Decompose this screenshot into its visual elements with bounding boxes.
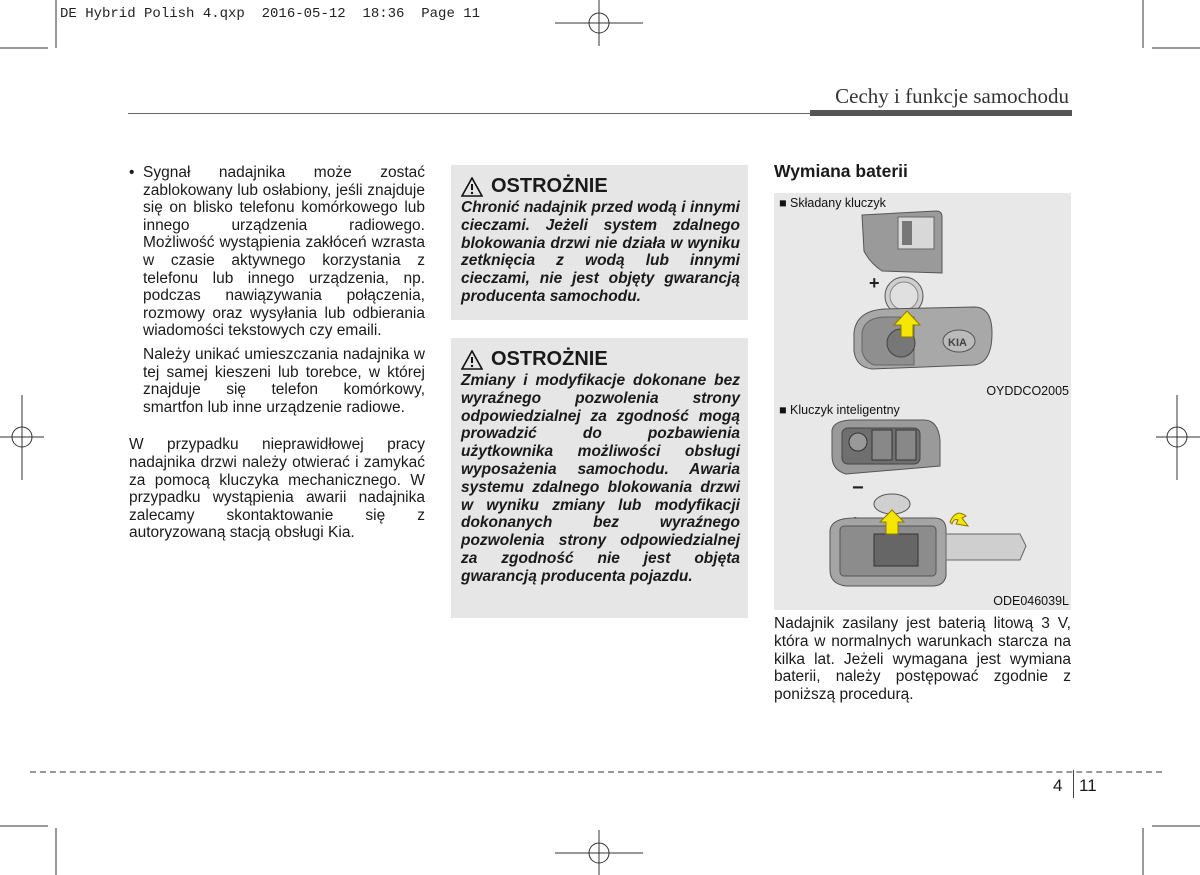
caution-title-text: OSTROŻNIE (491, 175, 608, 197)
caution-text: Zmiany i modyfikacje dokonane bez wyraźnego pozwolenia strony odpowiedzialnej za zgodność mogą prowadzić do pozbawienia użytkownika możliwości obsługi wyposażenia samochodu. Awaria systemu zdalnego blokowania drzwi w wyniku zmiany lub modyfikacji dokonanych bez wyraźnego pozwolenia strony odpowiedzialnej za zgodność nie jest objęta gwarancją producenta pojazdu. (461, 372, 740, 585)
left-column (129, 164, 425, 542)
section-title: Wymiana baterii (774, 161, 908, 181)
chapter-number: 4 (1053, 776, 1063, 795)
figure-label: ■ Kluczyk inteligentny (779, 403, 900, 417)
folding-key-illustration (774, 193, 1071, 400)
figure-smart-key (774, 400, 1071, 610)
page-number: 11 (1079, 776, 1097, 795)
bullet-dot: • (129, 164, 135, 181)
figure-label: ■ Składany kluczyk (779, 196, 886, 210)
footer-rule (30, 771, 1162, 773)
bullet-followup: Należy unikać umieszczania nadajnika w tej samej kieszeni lub torebce, w której znajduje się telefon komórkowy, smartfon lub inne urządzenie radiowe. (143, 345, 425, 416)
page-number-separator (1073, 770, 1074, 798)
warning-icon (461, 350, 483, 370)
smart-key-illustration (774, 400, 1071, 610)
svg-text:+: + (869, 273, 880, 293)
print-slug: DE Hybrid Polish 4.qxp 2016-05-12 18:36 Page 11 (60, 6, 481, 22)
caution-text: Chronić nadajnik przed wodą i innymi cieczami. Jeżeli system zdalnego blokowania drzwi nie działa w wyniku zetknięcia z wodą lub innymi cieczami, nie jest objęty gwarancją producenta samochodu. (461, 199, 740, 305)
caution-title (461, 348, 608, 371)
header-rule-accent (810, 110, 1072, 116)
figure-code: OYDDCO2005 (986, 384, 1069, 398)
svg-text:KIA: KIA (948, 337, 967, 349)
figure-folding-key (774, 193, 1071, 400)
caution-box-water (451, 165, 748, 320)
svg-text:−: − (852, 477, 864, 499)
bullet-text: Sygnał nadajnika może zostać zablokowany lub osłabiony, jeśli znajduje się on blisko telefonu komórkowego lub innego urządzenia radiowego. Możliwość wystąpienia zakłóceń wzrasta w czasie aktywnego korzystania z telefonu lub innego urządzenia, np. podczas nawiązywania połączenia, rozmowy oraz wysyłania lub odbierania wiadomości tekstowych czy emaili. (143, 164, 425, 340)
warning-icon (461, 177, 483, 197)
bullet-item (129, 164, 425, 340)
caution-box-modifications (451, 338, 748, 618)
caution-title (461, 175, 608, 198)
running-head: Cechy i funkcje samochodu (835, 84, 1069, 108)
caution-title-text: OSTROŻNIE (491, 348, 608, 370)
figure-code: ODE046039L (993, 594, 1069, 608)
body-paragraph: W przypadku nieprawidłowej pracy nadajnika drzwi należy otwierać i zamykać za pomocą kluczyka mechanicznego. W przypadku wystąpienia awarii nadajnika zalecamy skontaktowanie się z autoryzowaną stacją obsługi Kia. (129, 436, 425, 542)
header-rule (128, 113, 810, 114)
battery-body-text: Nadajnik zasilany jest baterią litową 3 V, która w normalnych warunkach starcza na kilka lat. Jeżeli wymagana jest wymiana baterii, należy postępować zgodnie z poniższą procedurą. (774, 615, 1071, 704)
